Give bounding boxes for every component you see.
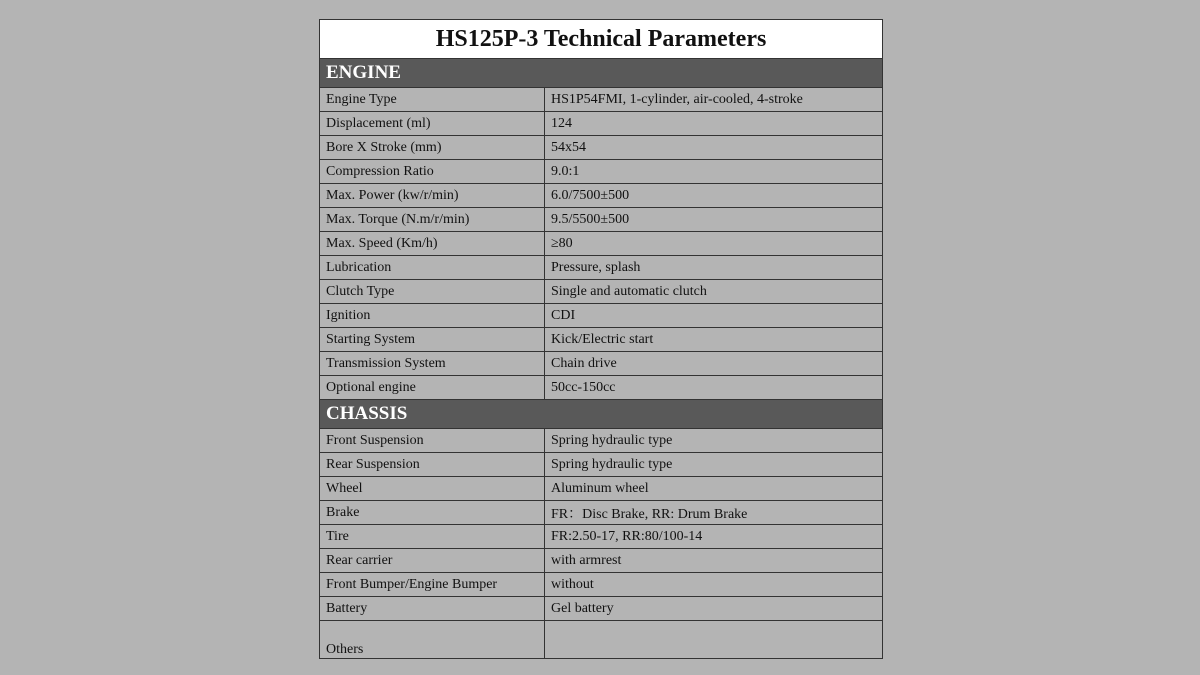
table-row — [320, 597, 883, 621]
param-value: 54x54 — [545, 136, 883, 160]
table-row — [320, 256, 883, 280]
param-label: Clutch Type — [320, 280, 545, 304]
param-value: 9.0:1 — [545, 160, 883, 184]
param-label: Wheel — [320, 477, 545, 501]
param-label: Brake — [320, 501, 545, 525]
param-label: Transmission System — [320, 352, 545, 376]
section-header-row — [320, 400, 883, 429]
param-label: Front Bumper/Engine Bumper — [320, 573, 545, 597]
param-value: 6.0/7500±500 — [545, 184, 883, 208]
param-value: FR:2.50-17, RR:80/100-14 — [545, 525, 883, 549]
param-label: Bore X Stroke (mm) — [320, 136, 545, 160]
section-header: ENGINE — [320, 59, 883, 88]
table-row — [320, 88, 883, 112]
param-label: Rear carrier — [320, 549, 545, 573]
table-row — [320, 328, 883, 352]
table-row — [320, 160, 883, 184]
param-value: Kick/Electric start — [545, 328, 883, 352]
table-row — [320, 280, 883, 304]
param-label: Max. Torque (N.m/r/min) — [320, 208, 545, 232]
table-row — [320, 549, 883, 573]
table-row — [320, 621, 883, 659]
param-label: Displacement (ml) — [320, 112, 545, 136]
table-row — [320, 232, 883, 256]
param-label: Lubrication — [320, 256, 545, 280]
param-value: FR：Disc Brake, RR: Drum Brake — [545, 501, 883, 525]
param-value: Spring hydraulic type — [545, 453, 883, 477]
title-row — [320, 20, 883, 59]
table-row — [320, 429, 883, 453]
table-title: HS125P-3 Technical Parameters — [320, 20, 883, 59]
param-value: 50cc-150cc — [545, 376, 883, 400]
param-value: 9.5/5500±500 — [545, 208, 883, 232]
section-header: CHASSIS — [320, 400, 883, 429]
param-label: Front Suspension — [320, 429, 545, 453]
param-label: Max. Power (kw/r/min) — [320, 184, 545, 208]
param-label: Others — [320, 621, 545, 659]
table-row — [320, 304, 883, 328]
param-label: Starting System — [320, 328, 545, 352]
param-value: with armrest — [545, 549, 883, 573]
table-row — [320, 525, 883, 549]
table-row — [320, 184, 883, 208]
param-label: Battery — [320, 597, 545, 621]
param-value: CDI — [545, 304, 883, 328]
section-header-row — [320, 59, 883, 88]
spec-table — [319, 19, 883, 659]
param-value: Gel battery — [545, 597, 883, 621]
param-value: Chain drive — [545, 352, 883, 376]
param-value: Aluminum wheel — [545, 477, 883, 501]
param-value: HS1P54FMI, 1-cylinder, air-cooled, 4-stroke — [545, 88, 883, 112]
param-label: Optional engine — [320, 376, 545, 400]
table-row — [320, 376, 883, 400]
table-row — [320, 573, 883, 597]
param-value: without — [545, 573, 883, 597]
param-label: Engine Type — [320, 88, 545, 112]
param-value: Pressure, splash — [545, 256, 883, 280]
param-value: Spring hydraulic type — [545, 429, 883, 453]
param-label: Compression Ratio — [320, 160, 545, 184]
param-value: 124 — [545, 112, 883, 136]
param-label: Ignition — [320, 304, 545, 328]
param-value: ≥80 — [545, 232, 883, 256]
param-label: Tire — [320, 525, 545, 549]
table-row — [320, 208, 883, 232]
table-row — [320, 136, 883, 160]
param-value — [545, 621, 883, 659]
table-row — [320, 501, 883, 525]
table-row — [320, 453, 883, 477]
param-label: Rear Suspension — [320, 453, 545, 477]
table-row — [320, 352, 883, 376]
table-row — [320, 112, 883, 136]
param-label: Max. Speed (Km/h) — [320, 232, 545, 256]
param-value: Single and automatic clutch — [545, 280, 883, 304]
table-row — [320, 477, 883, 501]
